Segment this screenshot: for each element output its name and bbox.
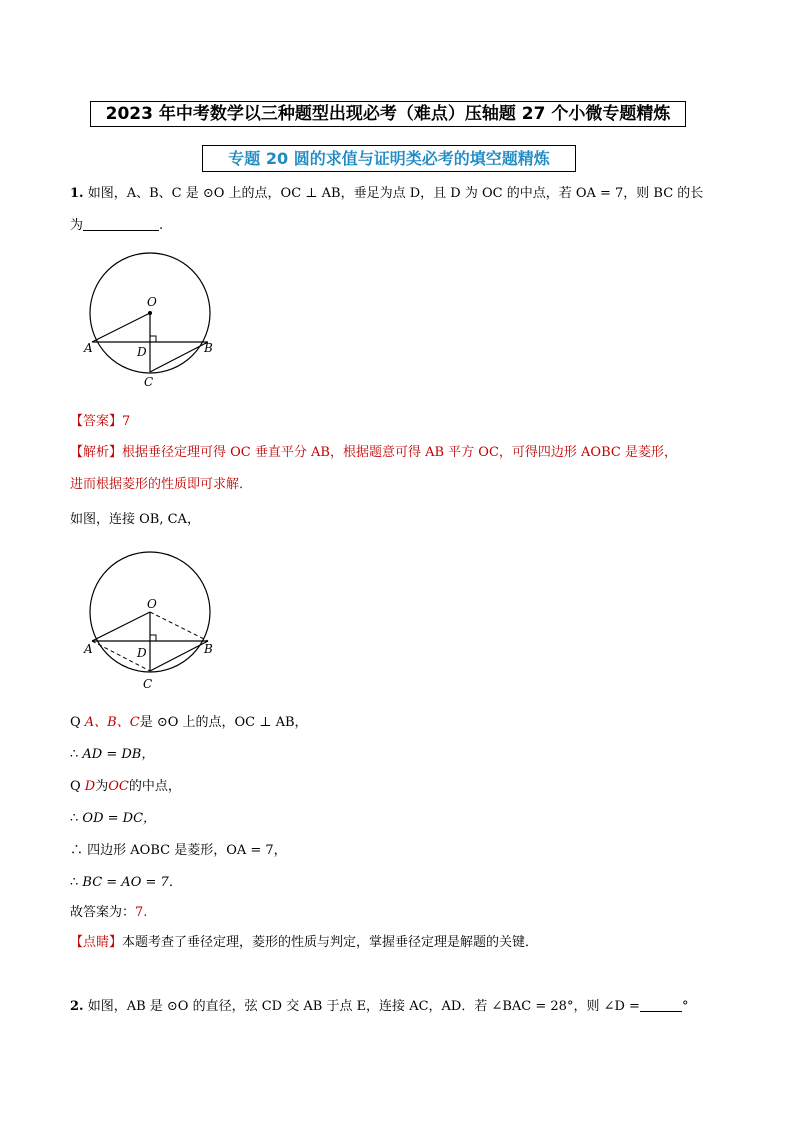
step-3-segment-oc: OC — [108, 779, 129, 794]
label-b: B — [204, 341, 213, 355]
step-4 — [70, 810, 156, 828]
figure-1-circle-diagram — [80, 238, 230, 398]
answer-blank-2[interactable] — [640, 998, 682, 1012]
step-2-text: AD = DB， — [82, 747, 155, 762]
degree-sign: ° — [681, 999, 689, 1014]
right-angle-mark — [150, 336, 156, 342]
analysis-text: 根据垂径定理可得 OC 垂直平分 AB，根据题意可得 AB 平方 OC，可得四边形 AOBC 是菱形， — [122, 445, 677, 460]
segment-oa — [92, 313, 150, 342]
label-c: C — [144, 375, 154, 389]
analysis-line-2: 进而根据菱形的性质即可求解． — [70, 477, 253, 492]
step-2 — [70, 746, 154, 764]
step-3 — [70, 778, 181, 796]
step-6-prefix: ∴ — [70, 875, 83, 890]
label-a: A — [84, 642, 93, 656]
step-1-text: 是 ⊙O 上的点，OC ⊥ AB， — [139, 715, 308, 730]
segment-cb — [150, 641, 208, 671]
point-o — [148, 311, 152, 315]
final-answer-value: 7. — [135, 905, 148, 920]
answer-blank[interactable] — [83, 217, 159, 231]
document-title: 2023 年中考数学以三种题型出现必考（难点）压轴题 27 个小微专题精炼 — [90, 101, 686, 127]
question-1-text — [70, 185, 703, 203]
segment-cb — [150, 342, 208, 372]
step-3-text: 为 — [95, 779, 109, 794]
segment-oa — [92, 612, 150, 641]
question-1-period: . — [159, 218, 164, 233]
step-1 — [70, 714, 308, 732]
question-1-number: 1. — [70, 186, 84, 201]
step-2-prefix: ∴ — [70, 747, 83, 762]
step-4-prefix: ∴ — [70, 811, 83, 826]
label-b: B — [204, 642, 213, 656]
label-d: D — [137, 646, 147, 660]
question-1-stem-end: 为 — [70, 218, 84, 233]
question-2-stem: 如图，AB 是 ⊙O 的直径，弦 CD 交 AB 于点 E，连接 AC，AD．若 ∠BAC = 28°，则 ∠D = — [83, 999, 640, 1014]
analysis-line — [70, 444, 677, 462]
step-1-points: A、B、C — [84, 715, 140, 730]
label-a: A — [84, 341, 93, 355]
step-5 — [70, 842, 287, 860]
step-6-text: BC = AO = 7． — [82, 875, 182, 890]
topic-subtitle: 专题 20 圆的求值与证明类必考的填空题精炼 — [202, 145, 576, 172]
label-d: D — [137, 345, 147, 359]
answer-value: 7 — [122, 414, 131, 429]
question-1-stem: 如图，A、B、C 是 ⊙O 上的点，OC ⊥ AB，垂足为点 D，且 D 为 OC 的中点，若 OA = 7，则 BC 的长 — [83, 186, 704, 201]
final-answer-line — [70, 904, 147, 922]
comment-text: 本题考查了垂径定理，菱形的性质与判定，掌握垂径定理是解题的关键． — [122, 935, 539, 950]
analysis-tag: 【解析】 — [70, 445, 123, 460]
step-4-text: OD = DC， — [82, 811, 157, 826]
answer-line — [70, 413, 130, 431]
question-1-text-line2 — [70, 217, 163, 235]
answer-tag: 【答案】 — [70, 414, 123, 429]
step-3-text-end: 的中点， — [128, 779, 181, 794]
question-2-number: 2. — [70, 999, 84, 1014]
step-3-point-d: D — [84, 779, 96, 794]
label-c: C — [143, 677, 153, 691]
step-5-text: 四边形 AOBC 是菱形，OA = 7， — [87, 843, 287, 858]
right-angle-mark — [150, 635, 156, 641]
label-o: O — [147, 597, 157, 611]
step-1-prefix: Q — [70, 715, 85, 730]
step-6 — [70, 874, 182, 892]
question-2-text — [70, 998, 688, 1016]
comment-line — [70, 934, 538, 952]
connect-line: 如图，连接 OB, CA， — [70, 512, 200, 527]
step-3-prefix: Q — [70, 779, 85, 794]
final-answer-prefix: 故答案为： — [70, 905, 136, 920]
dashed-segment-ob — [150, 612, 208, 641]
step-5-prefix: ∴ — [70, 843, 88, 858]
label-o: O — [147, 295, 157, 309]
comment-tag: 【点睛】 — [70, 935, 123, 950]
figure-2-circle-diagram — [80, 540, 230, 700]
